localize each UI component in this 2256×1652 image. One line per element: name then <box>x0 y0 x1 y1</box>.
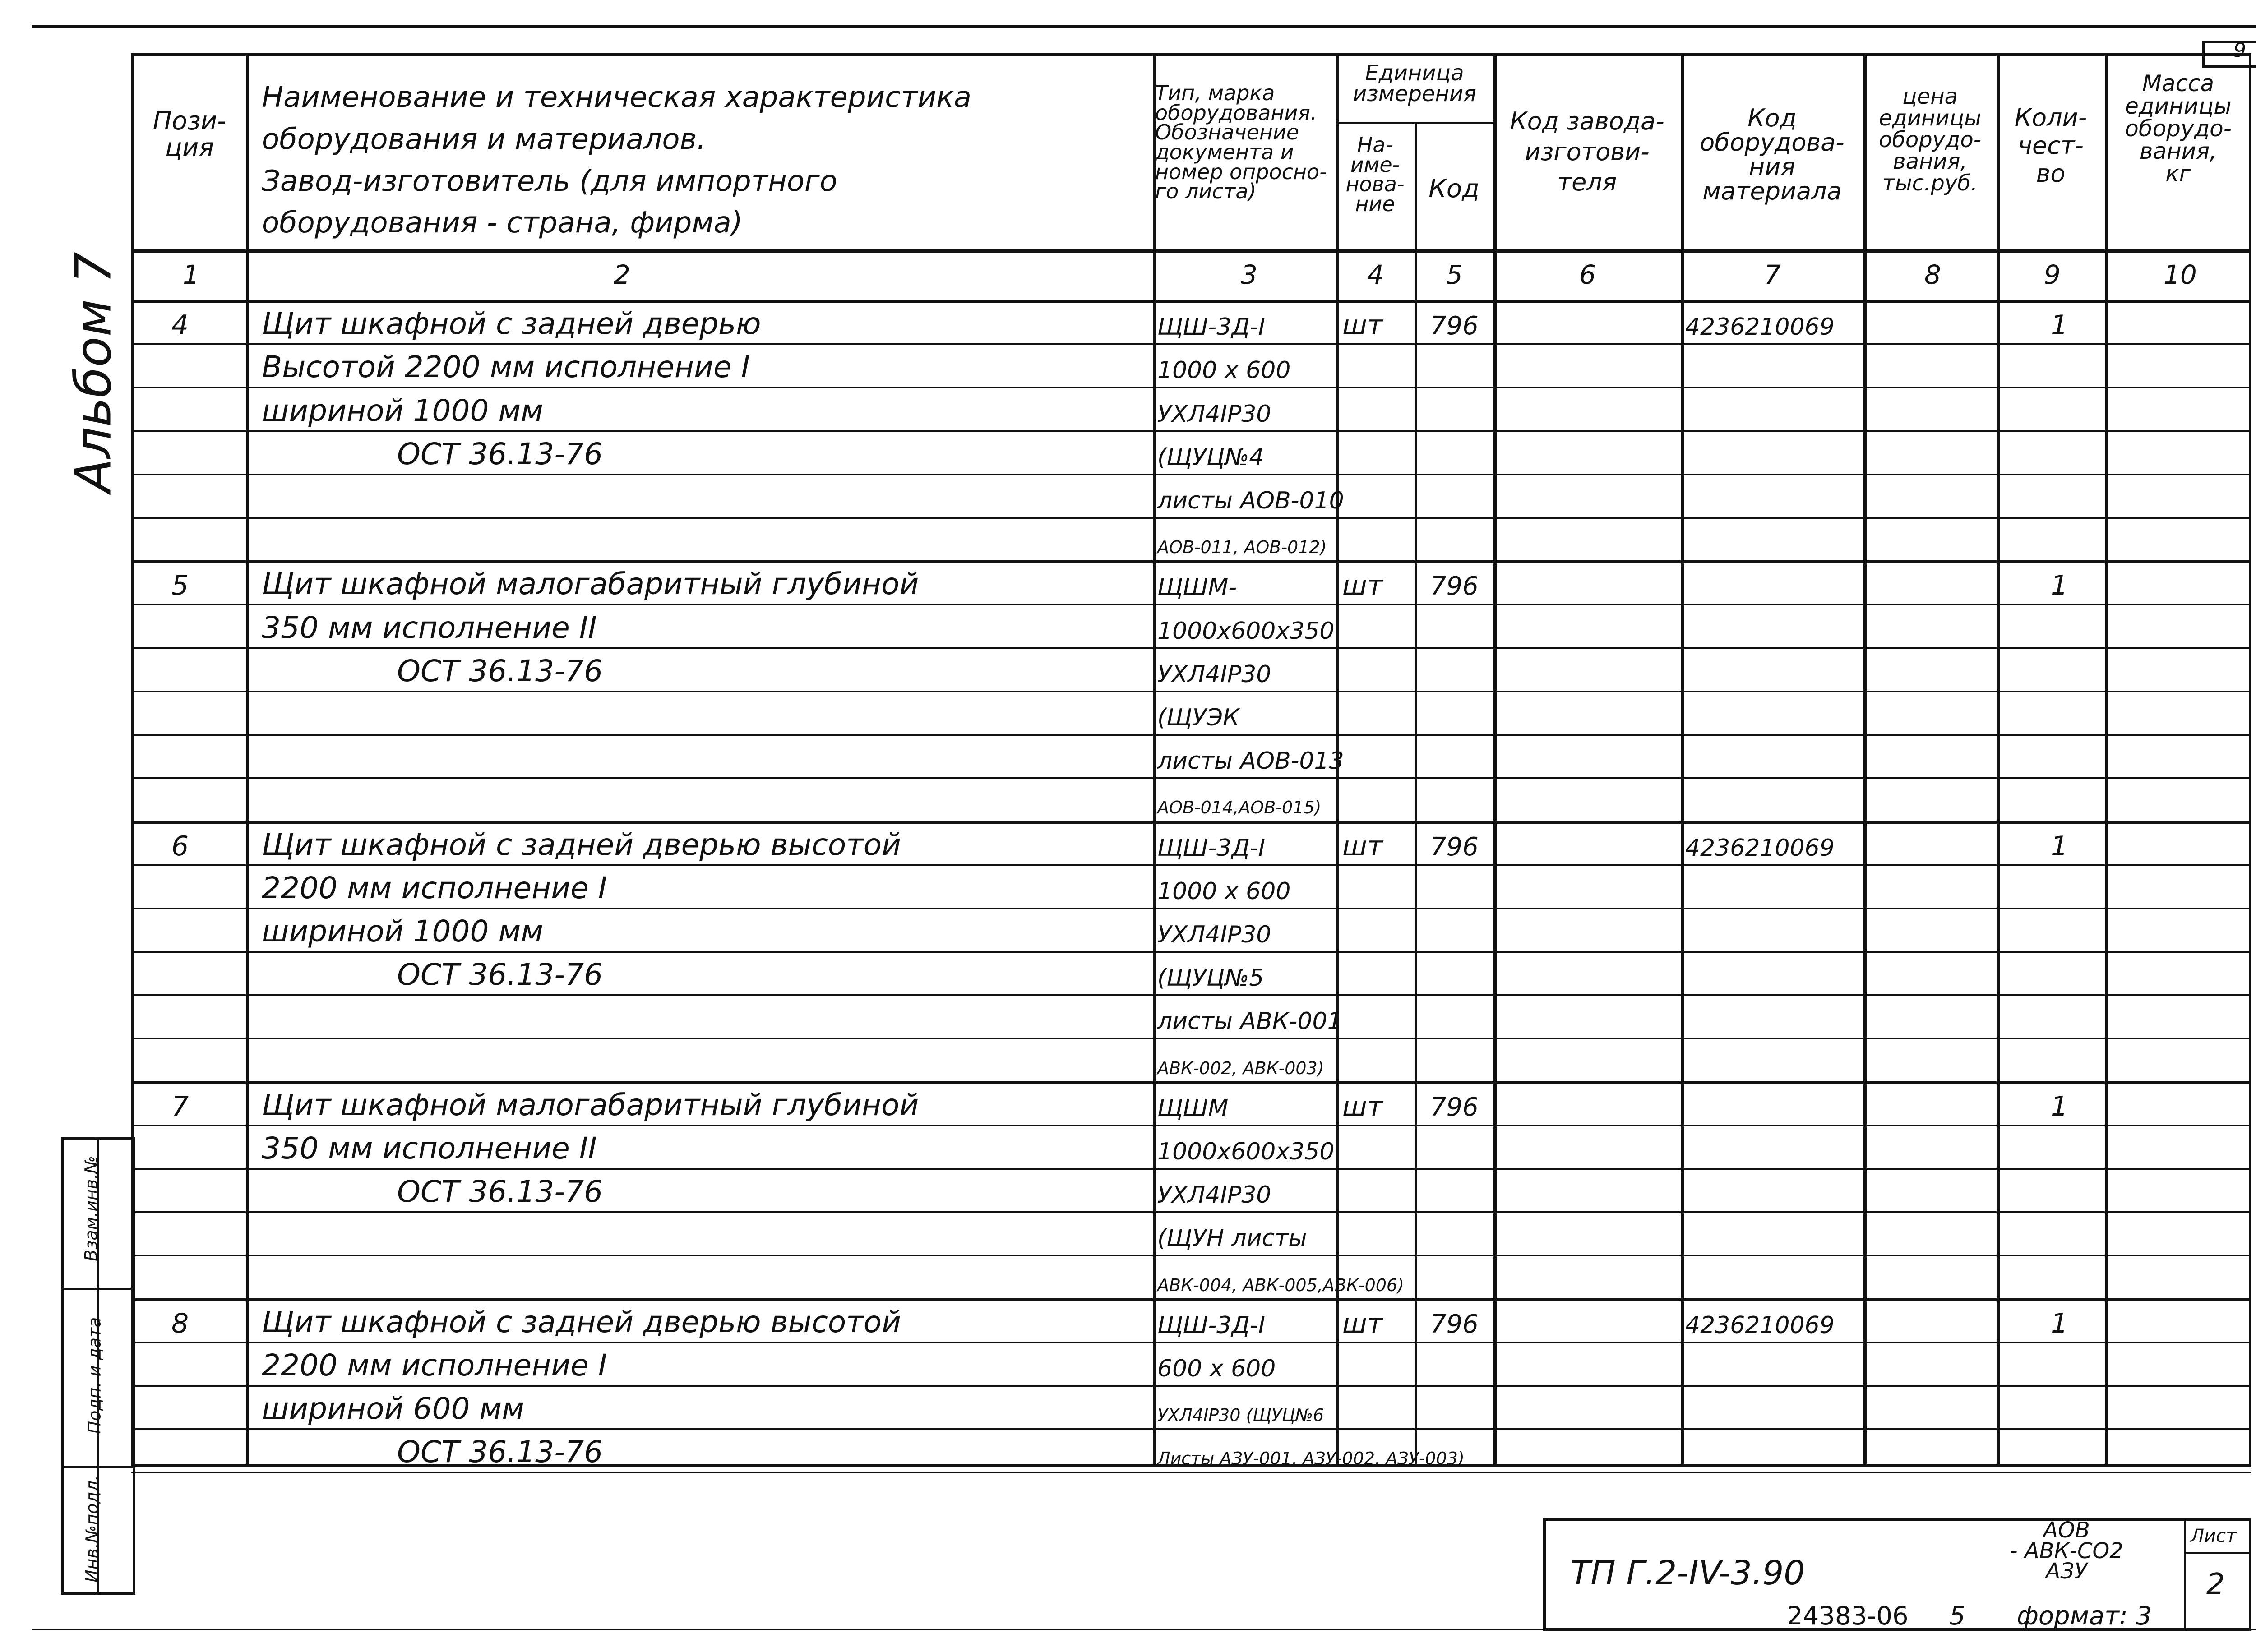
row-type: ЩШМ <box>1157 1094 1229 1122</box>
row-equip-code: 4236210069 <box>1685 314 1835 341</box>
colnum-2: 2 <box>614 259 630 290</box>
colnum-3: 3 <box>1241 259 1257 290</box>
side-label-sign: Подп. и дата <box>84 1317 105 1434</box>
row-separator <box>131 1211 2251 1213</box>
group-separator <box>131 821 2251 824</box>
row-separator <box>131 1385 2251 1387</box>
row-unit: шт <box>1342 570 1383 602</box>
sheet-label: Лист <box>2191 1526 2237 1546</box>
row-unit-code: 796 <box>1430 1309 1479 1339</box>
row-separator <box>131 517 2251 519</box>
group-separator <box>131 300 2251 303</box>
row-separator <box>131 908 2251 909</box>
colnum-8: 8 <box>1924 259 1941 290</box>
row-unit-code: 796 <box>1430 1092 1479 1122</box>
row-name: 350 мм исполнение II <box>262 610 597 645</box>
colnum-4: 4 <box>1367 259 1384 290</box>
row-name: ОСТ 36.13-76 <box>397 957 603 992</box>
row-separator <box>131 1125 2251 1126</box>
header-type: Тип, марка оборудования. Обозначение документа и номер опросно- го листа) <box>1155 81 1327 204</box>
row-name: Высотой 2200 мм исполнение I <box>262 350 750 385</box>
row-separator <box>131 1472 2251 1473</box>
row-name: шириной 1000 мм <box>262 914 544 949</box>
header-bottom-line <box>131 249 2251 253</box>
row-type: листы АВК-001 <box>1157 1008 1342 1035</box>
colnum-10: 10 <box>2164 259 2197 290</box>
row-qty: 1 <box>2051 1090 2068 1122</box>
header-mass: Масса единицы оборудо- вания, кг <box>2125 70 2232 187</box>
side-stamp-line-2 <box>61 1466 135 1468</box>
row-qty: 1 <box>2051 830 2068 862</box>
top-edge-line <box>32 25 2256 28</box>
row-separator <box>131 1038 2251 1039</box>
header-equip-code: Код оборудова- ния материала <box>1700 104 1845 205</box>
colnum-9: 9 <box>2044 259 2061 290</box>
row-unit-code: 796 <box>1430 572 1479 601</box>
row-separator <box>131 1342 2251 1343</box>
row-qty: 1 <box>2051 309 2068 341</box>
row-type: АВК-004, АВК-005,АВК-006) <box>1157 1275 1404 1295</box>
header-unit-name: На- име- нова- ние <box>1345 133 1405 217</box>
row-type: 1000 x 600 <box>1157 357 1291 384</box>
row-type: УХЛ4IР30 <box>1157 921 1271 948</box>
row-qty: 1 <box>2051 1307 2068 1339</box>
colnum-7: 7 <box>1764 259 1781 290</box>
row-separator <box>131 777 2251 779</box>
format-label: формат: 3 <box>2017 1601 2152 1631</box>
row-name: Щит шкафной с задней дверью <box>262 306 761 341</box>
unit-group-divider <box>1336 122 1493 124</box>
row-type: листы АОВ-013 <box>1157 748 1344 775</box>
colnum-6: 6 <box>1579 259 1596 290</box>
album-label: Альбом 7 <box>64 252 122 493</box>
row-type: УХЛ4IР30 <box>1157 400 1271 428</box>
archive-number: 24383-06 <box>1787 1601 1909 1631</box>
row-type: 1000x600x350 <box>1157 617 1335 645</box>
doc-code: ТП Г.2-IV-3.90 <box>1570 1554 1805 1592</box>
row-name: шириной 1000 мм <box>262 393 544 428</box>
group-separator <box>131 560 2251 563</box>
row-unit: шт <box>1342 830 1383 862</box>
row-type: 1000 x 600 <box>1157 877 1291 905</box>
row-type: ЩШ-3Д-I <box>1157 834 1266 862</box>
row-type: УХЛ4IР30 <box>1157 660 1271 688</box>
header-pos: Пози- ция <box>153 106 227 162</box>
row-type: ЩШ-3Д-I <box>1157 314 1266 341</box>
row-separator <box>131 1428 2251 1430</box>
row-name: 350 мм исполнение II <box>262 1131 597 1166</box>
row-unit-code: 796 <box>1430 832 1479 862</box>
footer-line <box>32 1629 2256 1630</box>
copy-number: 5 <box>1949 1601 1965 1631</box>
side-label-inv: Инв.№подл. <box>82 1475 102 1583</box>
header-qty: Коли- чест- во <box>2014 103 2087 188</box>
row-pos: 7 <box>171 1090 189 1122</box>
table-body-bottom-line <box>131 1464 2251 1467</box>
row-name: шириной 600 мм <box>262 1391 525 1426</box>
row-equip-code: 4236210069 <box>1685 1311 1835 1339</box>
row-name: 2200 мм исполнение I <box>262 870 607 905</box>
row-type: (ЩУН листы <box>1157 1225 1307 1252</box>
top-sheet-number: 9 <box>2233 39 2246 62</box>
row-type: ЩШ-3Д-I <box>1157 1311 1266 1339</box>
row-unit: шт <box>1342 1307 1383 1339</box>
row-type: Листы АЗУ-001, АЗУ-002, АЗУ-003) <box>1157 1449 1465 1469</box>
row-pos: 8 <box>171 1307 189 1339</box>
row-separator <box>131 474 2251 475</box>
colnum-1: 1 <box>183 259 199 290</box>
row-type: листы АОВ-010 <box>1157 487 1344 514</box>
row-unit: шт <box>1342 309 1383 341</box>
row-name: ОСТ 36.13-76 <box>397 436 603 471</box>
row-unit: шт <box>1342 1090 1383 1122</box>
row-separator <box>131 1168 2251 1170</box>
row-name: Щит шкафной с задней дверью высотой <box>262 827 901 862</box>
row-type: АОВ-014,АОВ-015) <box>1157 798 1322 818</box>
row-name: ОСТ 36.13-76 <box>397 1174 603 1209</box>
title-block-sheet-divider <box>2184 1552 2251 1554</box>
row-pos: 4 <box>171 309 189 341</box>
row-name: Щит шкафной с задней дверью высотой <box>262 1304 901 1339</box>
row-type: (ЩУЭК <box>1157 704 1240 731</box>
row-type: 1000x600x350 <box>1157 1138 1335 1165</box>
row-separator <box>131 604 2251 605</box>
col-line-4 <box>1415 122 1417 1467</box>
row-equip-code: 4236210069 <box>1685 834 1835 862</box>
row-separator <box>131 691 2251 692</box>
header-name: Наименование и техническая характеристика оборудования и материалов. Завод-изготовитель (для импортного оборудования - страна, фирма) <box>262 81 972 240</box>
row-type: ЩШМ- <box>1157 574 1237 601</box>
row-pos: 5 <box>171 570 189 602</box>
group-separator <box>131 1081 2251 1084</box>
row-separator <box>131 734 2251 736</box>
row-type: (ЩУЦ№4 <box>1157 443 1264 471</box>
row-type: (ЩУЦ№5 <box>1157 964 1264 992</box>
row-name: ОСТ 36.13-76 <box>397 653 603 688</box>
row-pos: 6 <box>171 830 189 862</box>
header-unit-code: Код <box>1428 174 1479 203</box>
row-type: УХЛ4IР30 <box>1157 1181 1271 1209</box>
row-unit-code: 796 <box>1430 311 1479 341</box>
row-name: ОСТ 36.13-76 <box>397 1435 603 1470</box>
colnum-5: 5 <box>1446 259 1463 290</box>
row-separator <box>131 343 2251 345</box>
row-separator <box>131 1255 2251 1256</box>
row-type: АВК-002, АВК-003) <box>1157 1058 1324 1078</box>
row-type: УХЛ4IР30 (ЩУЦ№6 <box>1157 1405 1324 1426</box>
row-qty: 1 <box>2051 570 2068 602</box>
side-stamp-line-1 <box>61 1288 135 1290</box>
row-name: Щит шкафной малогабаритный глубиной <box>262 1087 919 1122</box>
row-separator <box>131 647 2251 649</box>
header-unit-group: Единица измерения <box>1353 60 1476 106</box>
title-block-divider <box>2184 1518 2186 1631</box>
row-separator <box>131 951 2251 953</box>
row-separator <box>131 994 2251 996</box>
header-price: цена единицы оборудо- вания, тыс.руб. <box>1878 84 1982 196</box>
sheet-number: 2 <box>2206 1568 2225 1601</box>
row-separator <box>131 864 2251 866</box>
header-plant-code: Код завода- изготови- теля <box>1510 107 1664 196</box>
side-label-replace: Взам.инв.№ <box>81 1156 101 1261</box>
row-type: АОВ-011, АОВ-012) <box>1157 537 1327 558</box>
row-type: 600 x 600 <box>1157 1355 1276 1382</box>
row-separator <box>131 387 2251 388</box>
row-name: Щит шкафной малогабаритный глубиной <box>262 567 919 602</box>
group-separator <box>131 1298 2251 1301</box>
row-name: 2200 мм исполнение I <box>262 1348 607 1383</box>
row-separator <box>131 430 2251 432</box>
doc-sections: АОВ - АВК-СО2 АЗУ <box>2010 1518 2123 1584</box>
